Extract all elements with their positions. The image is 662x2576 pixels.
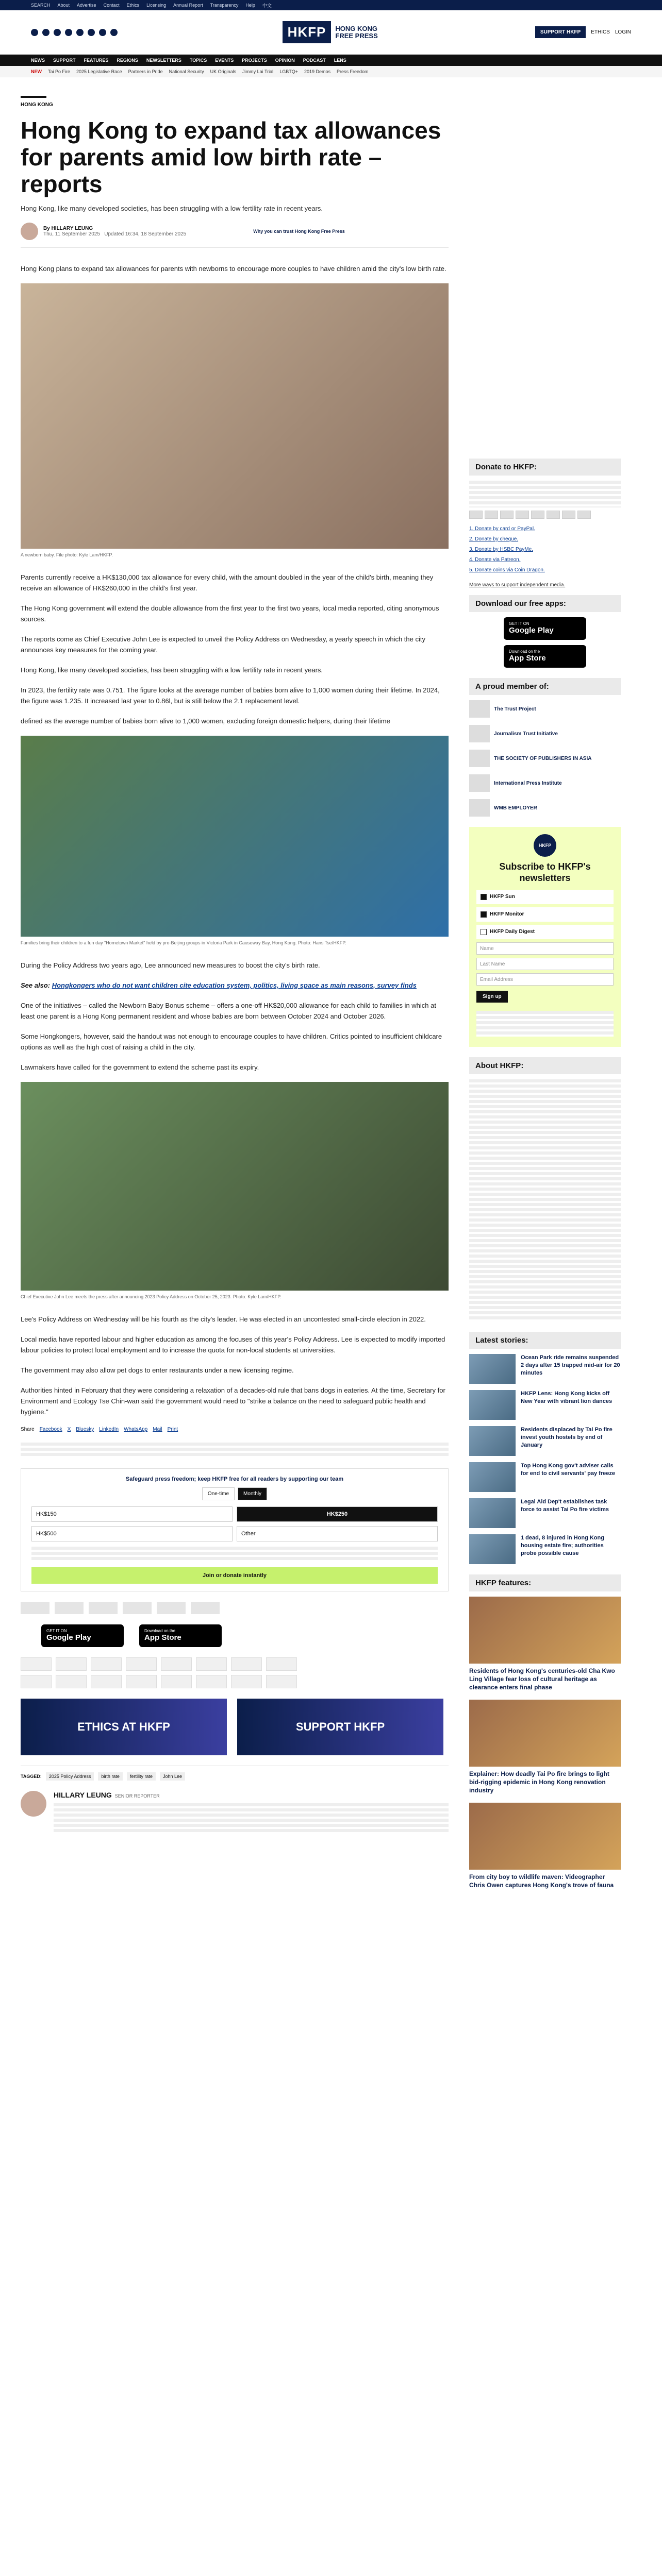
- app-store-buttons: [41, 1624, 449, 1647]
- discover-icon[interactable]: [266, 1657, 297, 1671]
- donate-option-cheque[interactable]: 2. Donate by cheque.: [469, 536, 519, 542]
- topbar-ethics[interactable]: Ethics: [126, 3, 140, 8]
- octopus-icon[interactable]: [161, 1675, 192, 1688]
- latest-story[interactable]: Ocean Park ride remains suspended 2 days after 15 trapped mid-air for 20 minutes: [469, 1354, 621, 1384]
- member-trust-project[interactable]: The Trust Project: [469, 700, 621, 718]
- newsletter-digest[interactable]: HKFP Daily Digest: [476, 925, 614, 939]
- logo-mark: HKFP: [283, 21, 332, 43]
- amount-150[interactable]: HK$150: [31, 1506, 233, 1522]
- masthead: [0, 10, 662, 55]
- apple-pay-icon[interactable]: [266, 1675, 297, 1688]
- monthly-button[interactable]: Monthly: [238, 1487, 267, 1500]
- topbar-annual-report[interactable]: Annual Report: [173, 3, 203, 8]
- trending-lgbtq[interactable]: LGBTQ+: [279, 69, 298, 74]
- visa-icon: [500, 511, 514, 519]
- payme-icon[interactable]: [91, 1675, 122, 1688]
- features-heading: HKFP features:: [469, 1574, 621, 1591]
- see-also-link[interactable]: Hongkongers who do not want children cite education system, politics, living space as main reasons, survey finds: [52, 981, 417, 989]
- topbar-contact[interactable]: Contact: [103, 3, 120, 8]
- author-bio: [54, 1803, 449, 1834]
- site-logo[interactable]: [231, 21, 431, 43]
- paragraph-8: During the Policy Address two years ago, Lee announced new measures to boost the city's birth rate.: [21, 961, 320, 969]
- nav-lens[interactable]: LENS: [334, 58, 346, 63]
- trending-legco[interactable]: 2025 Legislative Race: [76, 69, 122, 74]
- latest-story[interactable]: Residents displaced by Tai Po fire invest youth hostels by end of January: [469, 1426, 621, 1456]
- trending-tai-po-fire[interactable]: Tai Po Fire: [48, 69, 71, 74]
- tag-birth-rate[interactable]: birth rate: [98, 1772, 123, 1781]
- john-lee-photo: [21, 1082, 449, 1291]
- last-name-field[interactable]: Last Name: [476, 958, 614, 970]
- trending-press-freedom[interactable]: Press Freedom: [336, 69, 369, 74]
- article-standfirst: Hong Kong, like many developed societies, has been struggling with a low fertility rate in recent years.: [21, 205, 323, 212]
- topbar-about[interactable]: About: [57, 3, 70, 8]
- amex-icon[interactable]: [126, 1657, 157, 1671]
- jcb-icon: [531, 511, 544, 519]
- newborn-photo: [21, 283, 449, 549]
- checkbox-monitor[interactable]: [481, 911, 487, 918]
- paragraph-1: Hong Kong plans to expand tax allowances for parents with newborns to encourage more couples to have children amid the city's low birth rate.: [21, 265, 446, 273]
- newsletter-sun[interactable]: HKFP Sun: [476, 890, 614, 904]
- author-avatar: [21, 223, 38, 240]
- topbar-advertise[interactable]: Advertise: [77, 3, 96, 8]
- donation-widget: [21, 1468, 449, 1591]
- more-ways-link[interactable]: More ways to support independent media.: [469, 582, 566, 588]
- donate-option-card[interactable]: 1. Donate by card or PayPal.: [469, 526, 535, 532]
- newsletter-fineprint: [476, 1011, 614, 1037]
- unionpay-icon[interactable]: [196, 1657, 227, 1671]
- member-jti[interactable]: Journalism Trust Initiative: [469, 725, 621, 742]
- trust-link[interactable]: Why you can trust Hong Kong Free Press: [253, 229, 345, 234]
- nav-events[interactable]: EVENTS: [215, 58, 234, 63]
- trending-natsec[interactable]: National Security: [169, 69, 204, 74]
- nav-support[interactable]: SUPPORT: [53, 58, 76, 63]
- instagram-icon[interactable]: [54, 29, 61, 36]
- nav-news[interactable]: NEWS: [31, 58, 45, 63]
- latest-story[interactable]: HKFP Lens: Hong Kong kicks off New Year with vibrant lion dances: [469, 1390, 621, 1420]
- topbar-search[interactable]: SEARCH: [31, 3, 51, 8]
- name-field[interactable]: Name: [476, 942, 614, 955]
- paragraph-15: Authorities hinted in February that they were considering a relaxation of a decades-old rule that bans dogs in eateries. At the time, Secretary for Environment and Ecology Tse Chin-wan said the government would need to "strike a balance on the need to safeguard public health and hygiene.": [21, 1386, 445, 1416]
- newsletter-monitor[interactable]: HKFP Monitor: [476, 907, 614, 922]
- caption-2: Families bring their children to a fun day "Hometown Market" held by pro-Beijing groups in Victoria Park in Causeway Bay, Hong Kong. Photo: Hans Tse/HKFP.: [21, 940, 346, 945]
- ethics-link[interactable]: ETHICS: [591, 29, 610, 35]
- email-field[interactable]: Email Address: [476, 973, 614, 986]
- member-heading: A proud member of:: [469, 678, 621, 695]
- main-nav: [0, 55, 662, 66]
- donate-option-payme[interactable]: 3. Donate by HSBC PayMe.: [469, 547, 533, 552]
- topbar-transparency[interactable]: Transparency: [210, 3, 239, 8]
- badge-6: [191, 1602, 220, 1614]
- amount-other[interactable]: Other: [237, 1526, 438, 1541]
- card-icons: [469, 511, 621, 519]
- logo-wordmark: HONG KONG FREE PRESS: [335, 24, 378, 40]
- support-hkfp-button[interactable]: SUPPORT HKFP: [535, 26, 586, 38]
- google-pay-icon[interactable]: [231, 1675, 262, 1688]
- donate-heading: Donate to HKFP:: [469, 459, 621, 476]
- payment-methods: [21, 1657, 449, 1688]
- trending-pride[interactable]: Partners in Pride: [128, 69, 163, 74]
- share-mail[interactable]: Mail: [153, 1427, 162, 1432]
- newsletter-title: Subscribe to HKFP's newsletters: [499, 861, 591, 883]
- one-time-button[interactable]: One-time: [202, 1487, 235, 1500]
- support-banner[interactable]: SUPPORT HKFP: [237, 1699, 443, 1755]
- author-name[interactable]: HILLARY LEUNG: [51, 226, 93, 231]
- bitcoin-icon[interactable]: [21, 1675, 52, 1688]
- latest-heading: Latest stories:: [469, 1332, 621, 1349]
- trending-uk[interactable]: UK Originals: [210, 69, 237, 74]
- paragraph-9: One of the initiatives – called the Newborn Baby Bonus scheme – offers a one-off HK$20,000 allowance for each child to families in which at least one parent is a Hong Kong permanent resident and whose babies are born between October 2024 and October 2026.: [21, 1002, 436, 1020]
- latest-story[interactable]: 1 dead, 8 injured in Hong Kong housing estate fire; authorities probe possible cause: [469, 1534, 621, 1564]
- share-whatsapp[interactable]: WhatsApp: [124, 1427, 148, 1432]
- topbar-licensing[interactable]: Licensing: [146, 3, 167, 8]
- mastercard-icon[interactable]: [21, 1657, 52, 1671]
- member-wmb[interactable]: WMB EMPLOYER: [469, 799, 621, 817]
- linkedin-icon[interactable]: [76, 29, 84, 36]
- unionpay-icon: [547, 511, 560, 519]
- feature-item[interactable]: Explainer: How deadly Tai Po fire brings to light bid-rigging epidemic in Hong Kong renovation industry: [469, 1700, 621, 1794]
- trending-jimmy-lai[interactable]: Jimmy Lai Trial: [242, 69, 274, 74]
- checkbox-digest[interactable]: [481, 929, 487, 935]
- sidebar-google-play[interactable]: GET IT ON Google Play: [504, 617, 586, 640]
- topbar-chinese[interactable]: 中文: [262, 3, 272, 8]
- patreon-icon[interactable]: [56, 1675, 87, 1688]
- updated-date: Updated 16:34, 18 September 2025: [104, 231, 187, 237]
- apps-heading: Download our free apps:: [469, 595, 621, 612]
- families-photo: [21, 736, 449, 937]
- paragraph-3: The Hong Kong government will extend the double allowance from the first year to the first two years, local media reported, citing anonymous sources.: [21, 604, 439, 623]
- visa-icon[interactable]: [91, 1657, 122, 1671]
- byline: By HILLARY LEUNG Thu, 11 September 2025 Updated 16:34, 18 September 2025 Why you can trust Hong Kong Free Press: [21, 223, 449, 248]
- discover-icon: [577, 511, 591, 519]
- jcb-icon[interactable]: [161, 1657, 192, 1671]
- newsletter-widget: [469, 827, 621, 1047]
- topbar-help[interactable]: Help: [245, 3, 255, 8]
- amount-250[interactable]: HK$250: [237, 1506, 438, 1522]
- tag-fertility-rate[interactable]: fertility rate: [127, 1772, 156, 1781]
- paragraph-5: Hong Kong, like many developed societies, has been struggling with a low fertility rate in recent years.: [21, 666, 323, 674]
- author-box: [21, 1791, 449, 1837]
- newsletter-logo: HKFP: [534, 834, 556, 857]
- badge-4: [123, 1602, 152, 1614]
- article-category[interactable]: HONG KONG: [21, 102, 53, 108]
- caption-1: A newborn baby. File photo: Kyle Lam/HKFP.: [21, 552, 113, 557]
- author-box-name[interactable]: HILLARY LEUNG: [54, 1791, 112, 1799]
- badge-1: [21, 1602, 49, 1614]
- signup-button[interactable]: Sign up: [476, 991, 508, 1003]
- app-store-button[interactable]: Download on the App Store: [139, 1624, 222, 1647]
- about-links[interactable]: [469, 1079, 621, 1321]
- facebook-icon[interactable]: [31, 29, 38, 36]
- about-heading: About HKFP:: [469, 1057, 621, 1074]
- article: [21, 96, 449, 1837]
- paragraph-13: Local media have reported labour and higher education as among the focuses of this year's Policy Address. Lee is expected to modify imported labour policies to protect local employment and to increase the quota for non-local students at universities.: [21, 1335, 445, 1354]
- badge-5: [157, 1602, 186, 1614]
- trending-bar: [0, 66, 662, 77]
- membership-fineprint: [31, 1547, 438, 1562]
- social-links: [31, 29, 231, 36]
- nav-topics[interactable]: TOPICS: [189, 58, 207, 63]
- feature-item[interactable]: From city boy to wildlife maven: Videographer Chris Owen captures Hong Kong's trove of fauna: [469, 1803, 621, 1889]
- paragraph-6: In 2023, the fertility rate was 0.751. The figure looks at the average number of babies born alive to 1,000 women during their lifetime. In 2024, the figure was 1.235. It increased last year to 0.86l, but is still below the 2.1 replacement level.: [21, 686, 440, 705]
- new-label: NEW: [31, 69, 42, 74]
- join-button[interactable]: Join or donate instantly: [31, 1567, 438, 1584]
- amex-icon: [516, 511, 529, 519]
- article-title: Hong Kong to expand tax allowances for parents amid low birth rate – reports: [21, 117, 441, 197]
- see-also: [21, 980, 449, 991]
- threads-icon[interactable]: [110, 29, 118, 36]
- author-box-avatar: [21, 1791, 46, 1817]
- caption-3: Chief Executive John Lee meets the press after announcing 2023 Policy Address on October 25, 2023. Photo: Kyle Lam/HKFP.: [21, 1294, 282, 1299]
- nav-projects[interactable]: PROJECTS: [242, 58, 267, 63]
- latest-story[interactable]: Legal Aid Dep't establishes task force to assist Tai Po fire victims: [469, 1498, 621, 1528]
- donate-intro: [469, 481, 621, 507]
- category-rule: [21, 96, 46, 98]
- fps-icon[interactable]: [126, 1675, 157, 1688]
- share-label: Share: [21, 1427, 35, 1432]
- tag-john-lee[interactable]: John Lee: [160, 1772, 185, 1781]
- share-x[interactable]: X: [67, 1427, 71, 1432]
- paragraph-7: defined as the average number of babies born alive to 1,000 women, excluding foreign domestic helpers, during their lifetime: [21, 717, 390, 725]
- donate-option-coins[interactable]: 5. Donate coins via Coin Dragon.: [469, 567, 545, 573]
- member-sopa[interactable]: THE SOCIETY OF PUBLISHERS IN ASIA: [469, 750, 621, 767]
- youtube-icon[interactable]: [65, 29, 72, 36]
- promo-banners: [21, 1699, 449, 1755]
- login-link[interactable]: LOGIN: [615, 29, 631, 35]
- paragraph-12: Lee's Policy Address on Wednesday will be his fourth as the city's leader. He was elected in an uncontested small-circle election in 2022.: [21, 1315, 426, 1323]
- google-play-button[interactable]: GET IT ON Google Play: [41, 1624, 124, 1647]
- whatsapp-icon[interactable]: [99, 29, 106, 36]
- sidebar: [469, 459, 621, 1897]
- paragraph-11: Lawmakers have called for the government to extend the scheme past its expiry.: [21, 1063, 259, 1071]
- tag-list: [21, 1766, 449, 1781]
- frequency-toggle: [31, 1487, 438, 1500]
- telegram-icon[interactable]: [88, 29, 95, 36]
- nav-podcast[interactable]: PODCAST: [303, 58, 326, 63]
- feature-item[interactable]: Residents of Hong Kong's centuries-old Cha Kwo Ling Village fear loss of cultural heritage as clearance enters final phase: [469, 1597, 621, 1691]
- ethereum-icon[interactable]: [196, 1675, 227, 1688]
- paragraph-10: Some Hongkongers, however, said the handout was not enough to encourage couples to have children. Critics pointed to insufficient childcare options as well as the high cost of raising a child in the city.: [21, 1032, 442, 1051]
- top-utility-bar: [0, 0, 662, 10]
- donate-options: [469, 524, 621, 575]
- support-links-row: [21, 1443, 449, 1458]
- publish-date: Thu, 11 September 2025: [43, 231, 100, 237]
- tagged-label: TAGGED:: [21, 1774, 42, 1779]
- nav-newsletters[interactable]: NEWSLETTERS: [146, 58, 181, 63]
- paragraph-2: Parents currently receive a HK$130,000 tax allowance for every child, with the amount doubled in the year of the child's birth, meaning they receive an allowance of HK$260,000 in the child's first year.: [21, 573, 434, 592]
- amount-grid: [31, 1506, 438, 1541]
- x-icon[interactable]: [42, 29, 49, 36]
- diners-icon[interactable]: [231, 1657, 262, 1671]
- checkbox-sun[interactable]: [481, 894, 487, 900]
- latest-story[interactable]: Top Hong Kong gov't adviser calls for end to civil servants' pay freeze: [469, 1462, 621, 1492]
- sidebar-app-store[interactable]: Download on the App Store: [504, 645, 586, 668]
- share-print[interactable]: Print: [167, 1427, 178, 1432]
- nav-regions[interactable]: REGIONS: [117, 58, 138, 63]
- trust-badges: [21, 1602, 449, 1614]
- paragraph-4: The reports come as Chief Executive John Lee is expected to unveil the Policy Address on Wednesday, a yearly speech in which the city announces key measures for the coming year.: [21, 635, 425, 654]
- member-ipi[interactable]: International Press Institute: [469, 774, 621, 792]
- donate-option-patreon[interactable]: 4. Donate via Patreon.: [469, 557, 521, 563]
- mastercard-icon: [469, 511, 483, 519]
- diners-icon: [562, 511, 575, 519]
- share-bar: [21, 1427, 449, 1432]
- badge-2: [55, 1602, 84, 1614]
- paypal-icon[interactable]: [56, 1657, 87, 1671]
- tag-policy-address[interactable]: 2025 Policy Address: [46, 1772, 94, 1781]
- masthead-actions: [431, 26, 631, 38]
- share-linkedin[interactable]: LinkedIn: [99, 1427, 119, 1432]
- author-box-role: SENIOR REPORTER: [114, 1793, 160, 1799]
- amount-500[interactable]: HK$500: [31, 1526, 233, 1541]
- nav-opinion[interactable]: OPINION: [275, 58, 295, 63]
- badge-3: [89, 1602, 118, 1614]
- paypal-icon: [485, 511, 498, 519]
- see-also-label: See also:: [21, 981, 51, 989]
- paragraph-14: The government may also allow pet dogs to enter restaurants under a new licensing regime.: [21, 1366, 294, 1374]
- ethics-banner[interactable]: ETHICS AT HKFP: [21, 1699, 227, 1755]
- donation-title: Safeguard press freedom; keep HKFP free for all readers by supporting our team: [125, 1476, 344, 1482]
- trending-2019[interactable]: 2019 Demos: [304, 69, 330, 74]
- nav-features[interactable]: FEATURES: [84, 58, 109, 63]
- share-bluesky[interactable]: Bluesky: [76, 1427, 94, 1432]
- share-facebook[interactable]: Facebook: [39, 1427, 62, 1432]
